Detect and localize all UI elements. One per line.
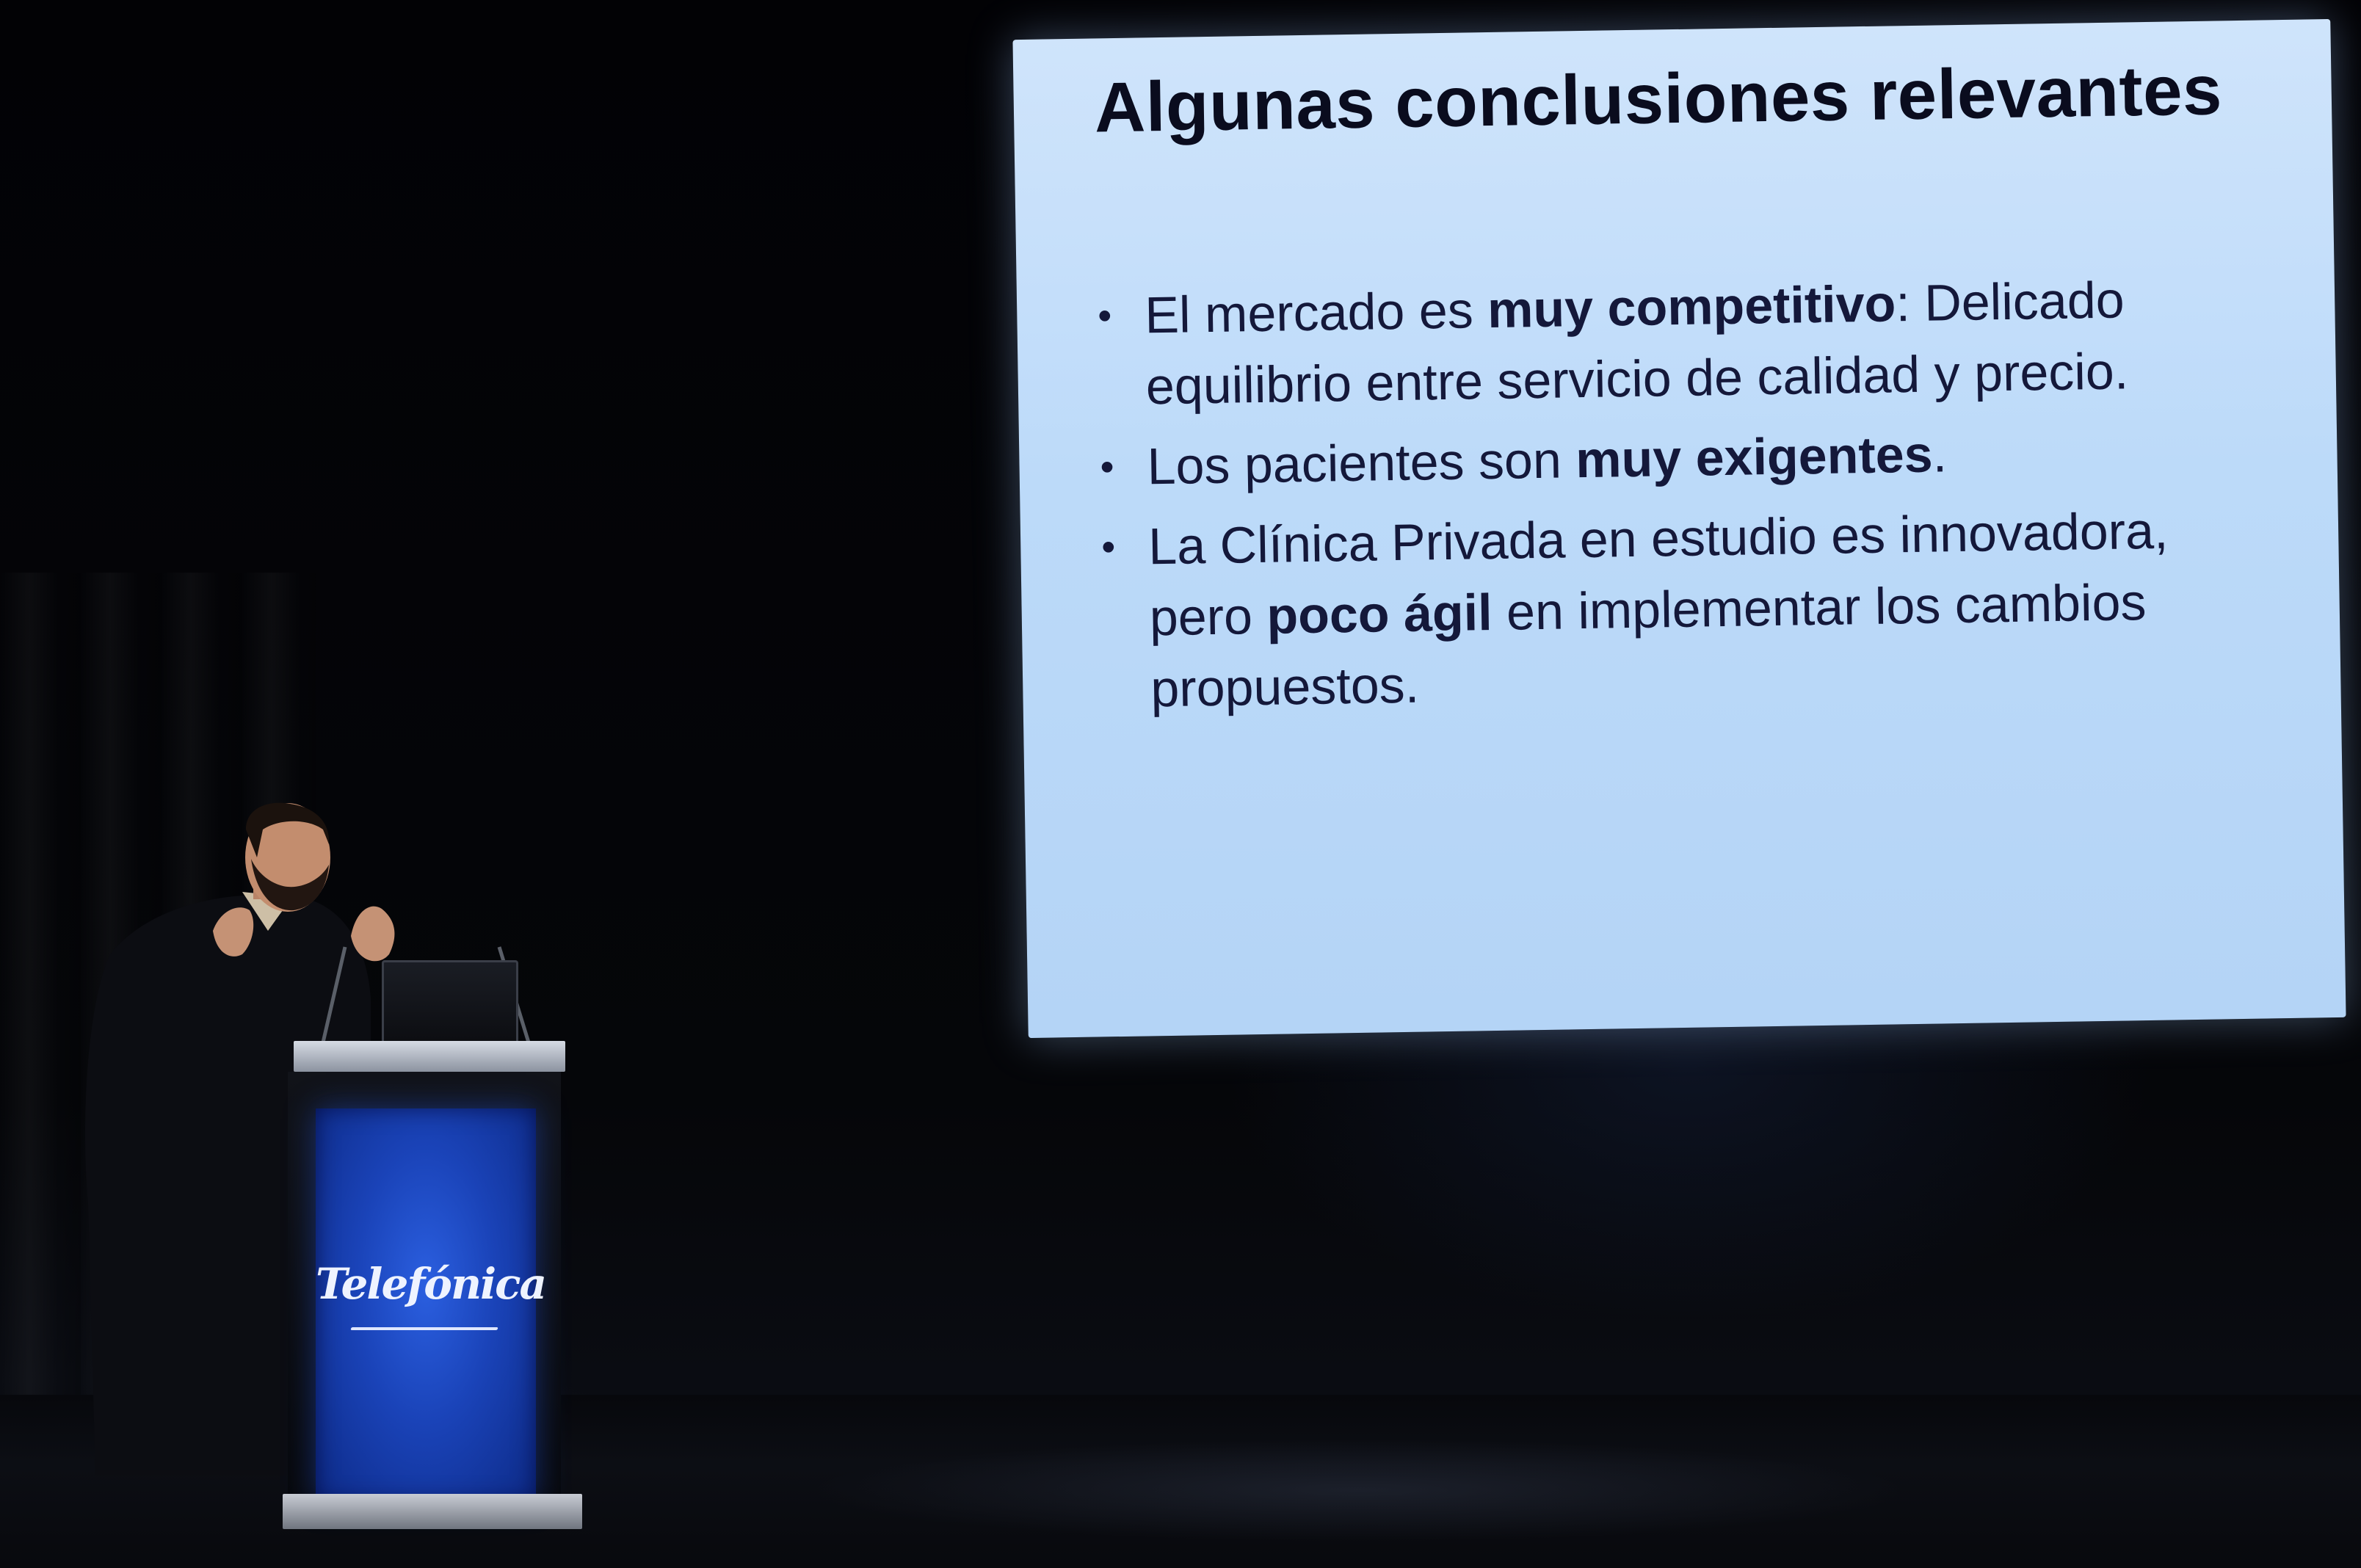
bullet-emphasis: muy exigentes xyxy=(1575,425,1934,489)
laptop xyxy=(382,960,518,1047)
slide-title: Algunas conclusiones relevantes xyxy=(1094,51,2223,148)
floor-reflection xyxy=(808,1439,1909,1542)
bullet-emphasis: poco ágil xyxy=(1266,584,1493,645)
slide-bullet-item xyxy=(1101,494,2249,725)
slide-bullet-list xyxy=(1098,263,2250,734)
podium-top xyxy=(294,1041,565,1072)
bullet-text: La Clínica Privada en estudio es innovadora, pero xyxy=(1147,501,2169,647)
slide-bullet-item xyxy=(1100,414,2246,503)
bullet-emphasis: muy competitivo xyxy=(1487,275,1896,339)
bullet-text: El mercado es xyxy=(1144,281,1488,344)
logo-underline xyxy=(350,1327,498,1330)
telefonica-logo: Telefónica xyxy=(316,1259,546,1309)
bullet-text: : Delicado equilibrio entre servicio de calidad y precio. xyxy=(1145,271,2129,415)
projection-screen xyxy=(1012,19,2346,1038)
bullet-dot: • xyxy=(1100,445,1114,490)
bullet-dot: • xyxy=(1100,525,1116,570)
bullet-text: en implementar los cambios propuestos. xyxy=(1150,573,2147,718)
podium-logo-panel xyxy=(316,1108,546,1501)
bullet-text: . xyxy=(1932,425,1948,483)
slide-bullet-item xyxy=(1098,263,2245,423)
bullet-text: Los pacientes son xyxy=(1146,431,1576,496)
bullet-dot: • xyxy=(1097,294,1112,338)
podium-base xyxy=(283,1494,582,1529)
